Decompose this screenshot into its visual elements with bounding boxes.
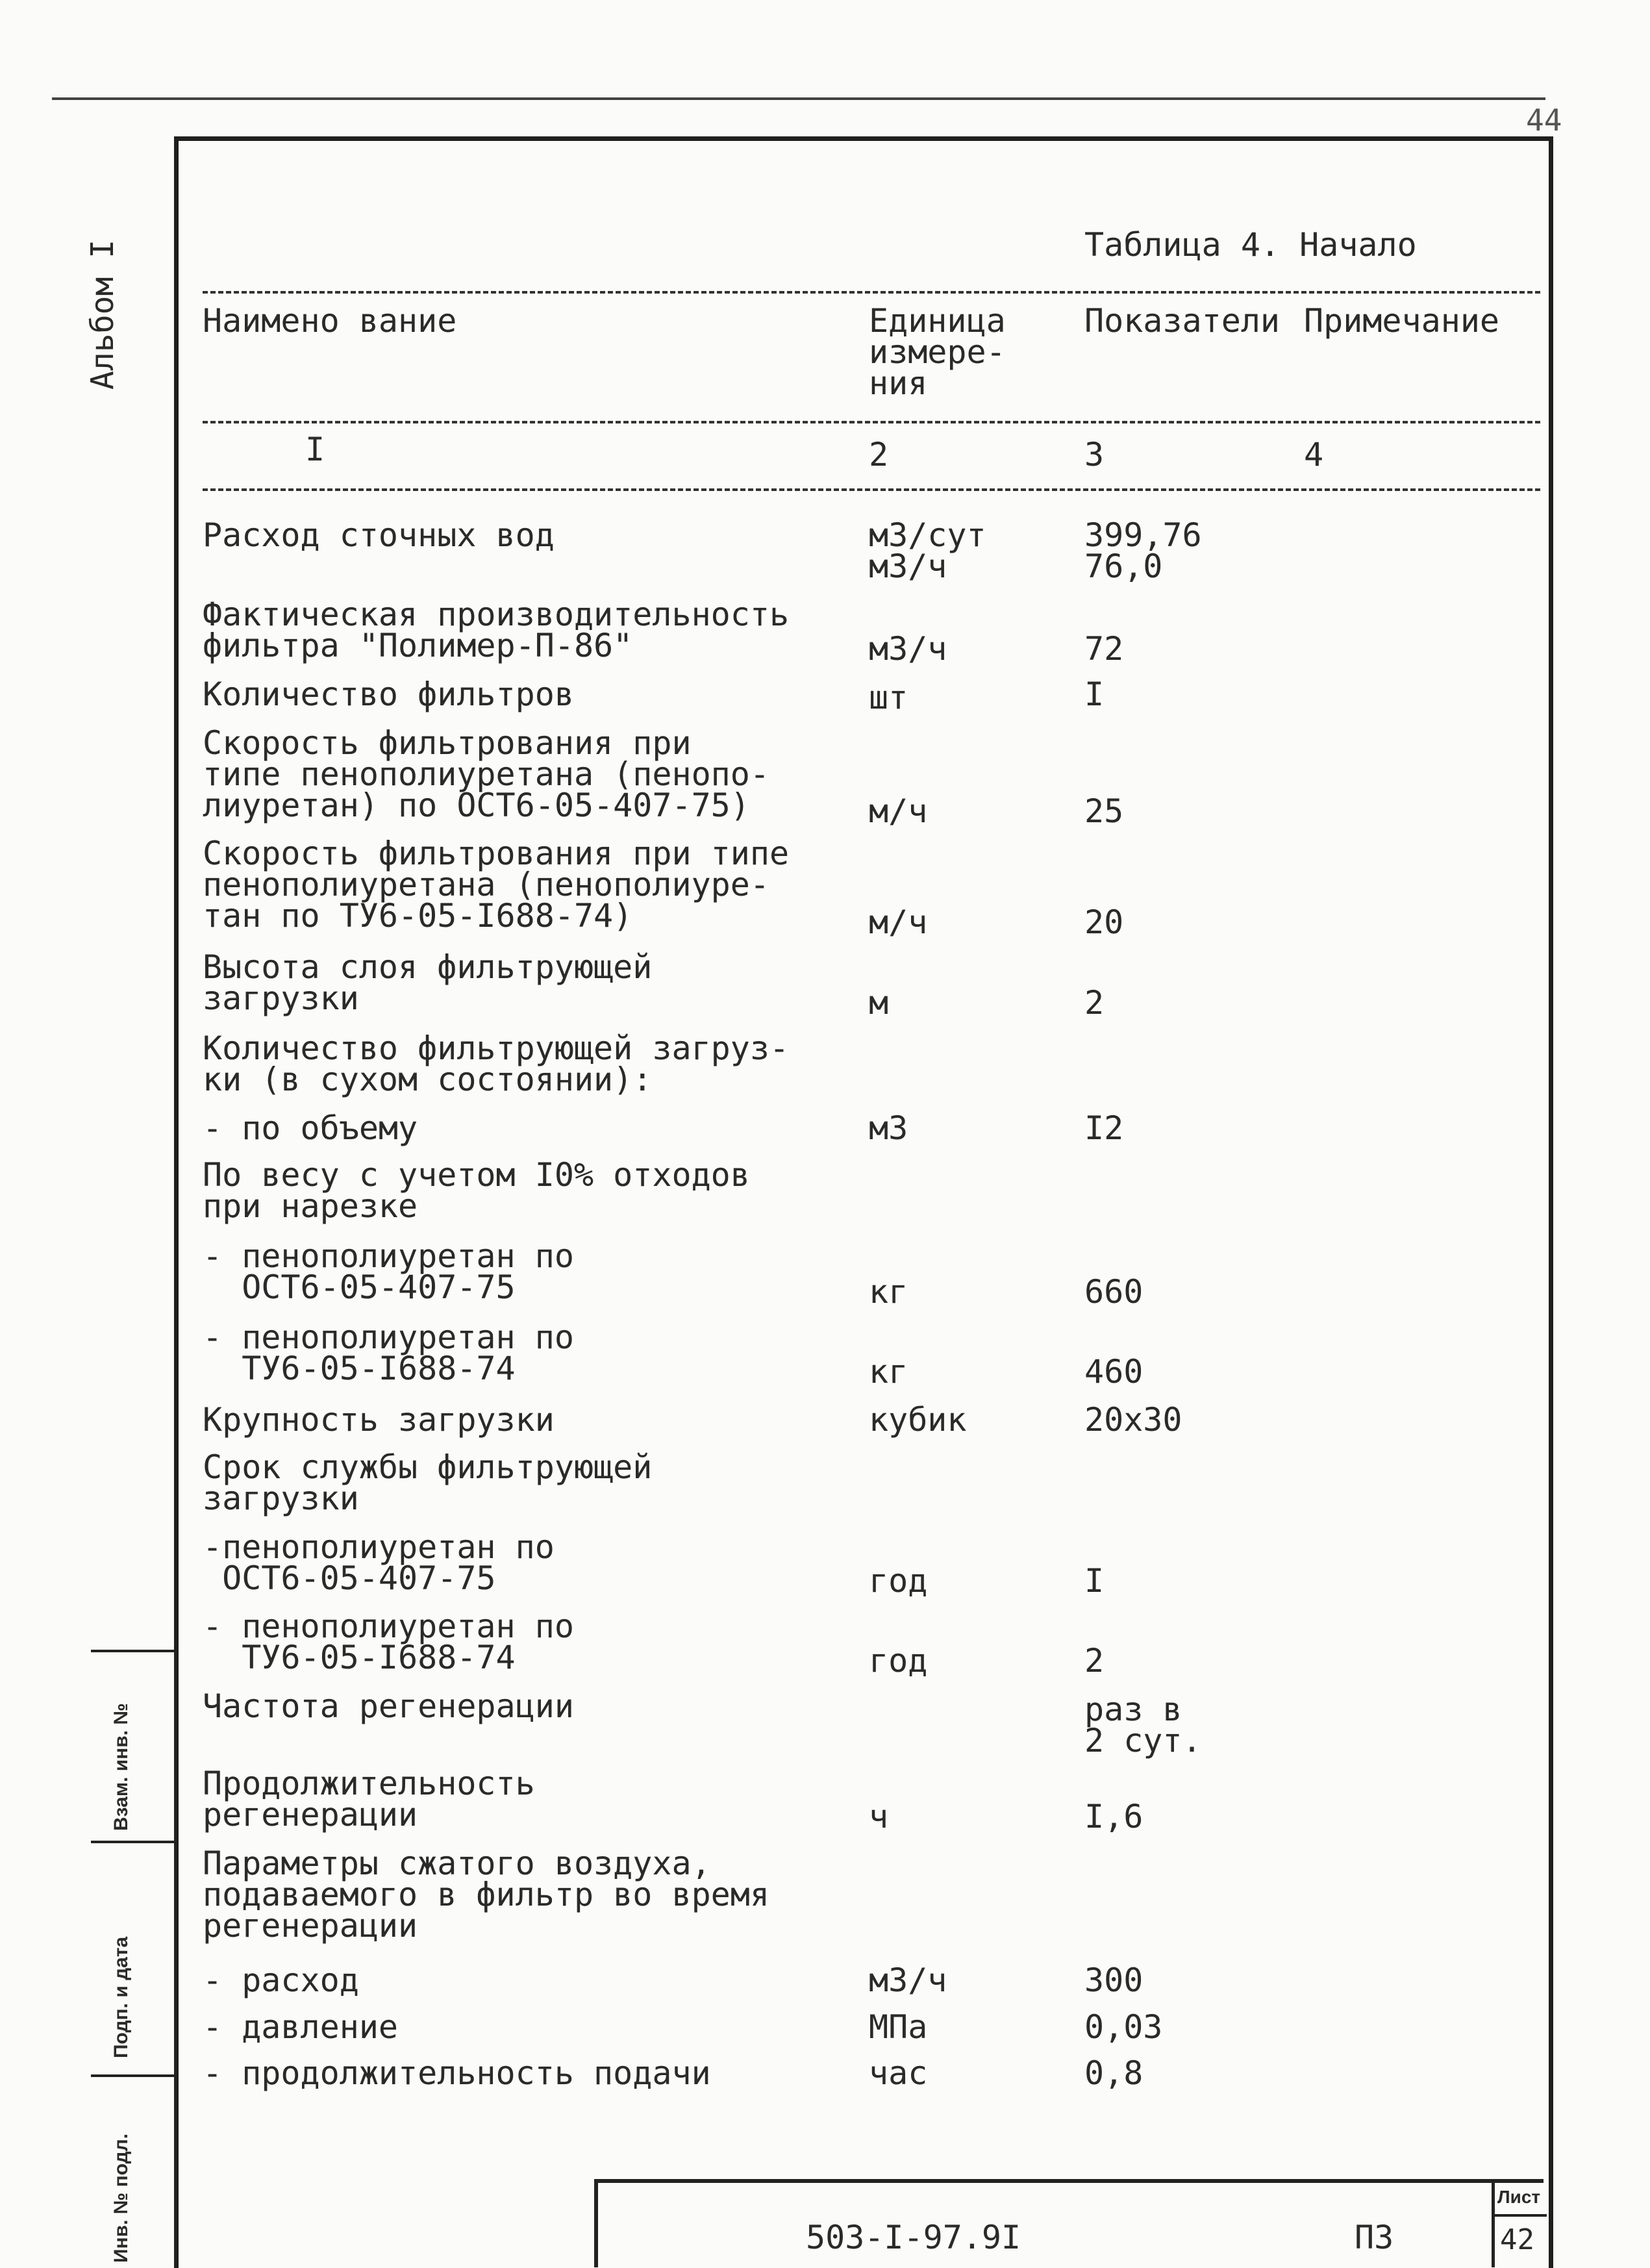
stamp-column (91, 1650, 177, 2266)
row-value: 0,8 (1084, 2054, 1144, 2092)
row-unit: МПа (869, 2008, 928, 2046)
stamp-cell-vzam (91, 1652, 174, 1843)
row-value: 72 (1084, 630, 1124, 668)
row-name: - по объему (203, 1109, 418, 1147)
row-name: Скорость фильтрования при типе пенополиуретана (пенополиуре- тан по ТУ6-05-I688-74) (203, 835, 790, 935)
column-number-4: 4 (1304, 436, 1324, 473)
row-unit: год (869, 1642, 928, 1680)
row-name: Количество фильтрующей загруз- ки (в сухом состоянии): (203, 1029, 790, 1098)
column-number-1: I (305, 431, 325, 468)
row-unit: кубик (869, 1401, 967, 1439)
row-value: раз в 2 сут. (1084, 1691, 1202, 1759)
row-unit: м/ч (869, 792, 928, 830)
row-unit: м3/ч (869, 630, 947, 668)
row-unit: м/ч (869, 903, 928, 941)
sheet-number: 42 (1500, 2223, 1534, 2256)
header-rule (203, 421, 1540, 423)
row-name: - давление (203, 2008, 399, 2046)
title-block (594, 2179, 1544, 2267)
row-name: - расход (203, 1961, 359, 1999)
row-unit: м (869, 984, 889, 1022)
page-number: 44 (1526, 103, 1562, 138)
header-name: Наимено вание (203, 302, 457, 340)
row-unit: м3/сут м3/ч (869, 516, 986, 585)
row-value: I2 (1084, 1109, 1124, 1147)
table-caption: Таблица 4. Начало (1084, 226, 1417, 264)
section-code: ПЗ (1355, 2219, 1394, 2256)
row-name: Высота слоя фильтрующей загрузки (203, 948, 653, 1017)
row-unit: м3 (869, 1109, 908, 1147)
row-value: 2 (1084, 1642, 1105, 1680)
stamp-vzam-inv: Взам. инв. № (110, 1703, 132, 1831)
row-name: -пенополиуретан по ОСТ6-05-407-75 (203, 1528, 555, 1597)
row-value: 660 (1084, 1273, 1144, 1311)
row-name: Скорость фильтрования при типе пенополиуретана (пенопо- лиуретан) по ОСТ6-05-407-75) (203, 724, 769, 824)
row-unit: кг (869, 1273, 908, 1311)
header-note: Примечание (1304, 302, 1500, 340)
row-unit: кг (869, 1353, 908, 1391)
column-number-2: 2 (869, 436, 889, 473)
row-name: Крупность загрузки (203, 1401, 555, 1439)
row-value: 20 (1084, 903, 1124, 941)
row-value: 0,03 (1084, 2008, 1163, 2046)
row-value: I (1084, 1562, 1105, 1600)
row-name: Параметры сжатого воздуха, подаваемого в фильтр во время регенерации (203, 1845, 769, 1945)
row-value: 399,76 76,0 (1084, 516, 1202, 585)
header-unit: Единица измере- ния (869, 302, 1006, 402)
row-name: Срок службы фильтрующей загрузки (203, 1448, 653, 1517)
sheet-box (1492, 2183, 1547, 2267)
top-rule (52, 97, 1545, 100)
row-unit: час (869, 2054, 928, 2092)
stamp-cell-inv (91, 2074, 174, 2266)
row-value: 25 (1084, 792, 1124, 830)
sheet-divider (1495, 2214, 1547, 2217)
table-top-rule (203, 291, 1540, 294)
row-name: По весу с учетом I0% отходов при нарезке (203, 1156, 750, 1225)
row-name: Продолжительность регенерации (203, 1765, 535, 1833)
row-name: Частота регенерации (203, 1687, 574, 1725)
row-name: - пенополиуретан по ТУ6-05-I688-74 (203, 1607, 574, 1676)
row-name: Фактическая производительность фильтра "Полимер-П-86" (203, 596, 790, 664)
header-value: Показатели (1084, 302, 1281, 340)
row-value: 20х30 (1084, 1401, 1182, 1439)
sheet-label: Лист (1497, 2187, 1541, 2207)
row-name: - пенополиуретан по ТУ6-05-I688-74 (203, 1318, 574, 1387)
stamp-cell-podp (91, 1841, 174, 2077)
row-name: Расход сточных вод (203, 516, 555, 554)
row-name: - продолжительность подачи (203, 2054, 711, 2092)
row-unit: год (869, 1562, 928, 1600)
row-value: 300 (1084, 1961, 1144, 1999)
stamp-podp-data: Подп. и дата (110, 1936, 132, 2058)
row-unit: шт (869, 679, 908, 716)
row-unit: ч (869, 1798, 889, 1835)
stamp-inv-podl: Инв. № подл. (110, 2133, 132, 2263)
row-value: 2 (1084, 984, 1105, 1022)
column-number-3: 3 (1084, 436, 1105, 473)
row-value: I (1084, 675, 1105, 713)
document-code: 503-I-97.9I (806, 2219, 1021, 2256)
row-name: - пенополиуретан по ОСТ6-05-407-75 (203, 1237, 574, 1306)
row-value: 460 (1084, 1353, 1144, 1391)
row-value: I,6 (1084, 1798, 1144, 1835)
row-unit: м3/ч (869, 1961, 947, 1999)
album-label: Альбом I (84, 239, 121, 390)
numbers-rule (203, 488, 1540, 491)
row-name: Количество фильтров (203, 675, 574, 713)
